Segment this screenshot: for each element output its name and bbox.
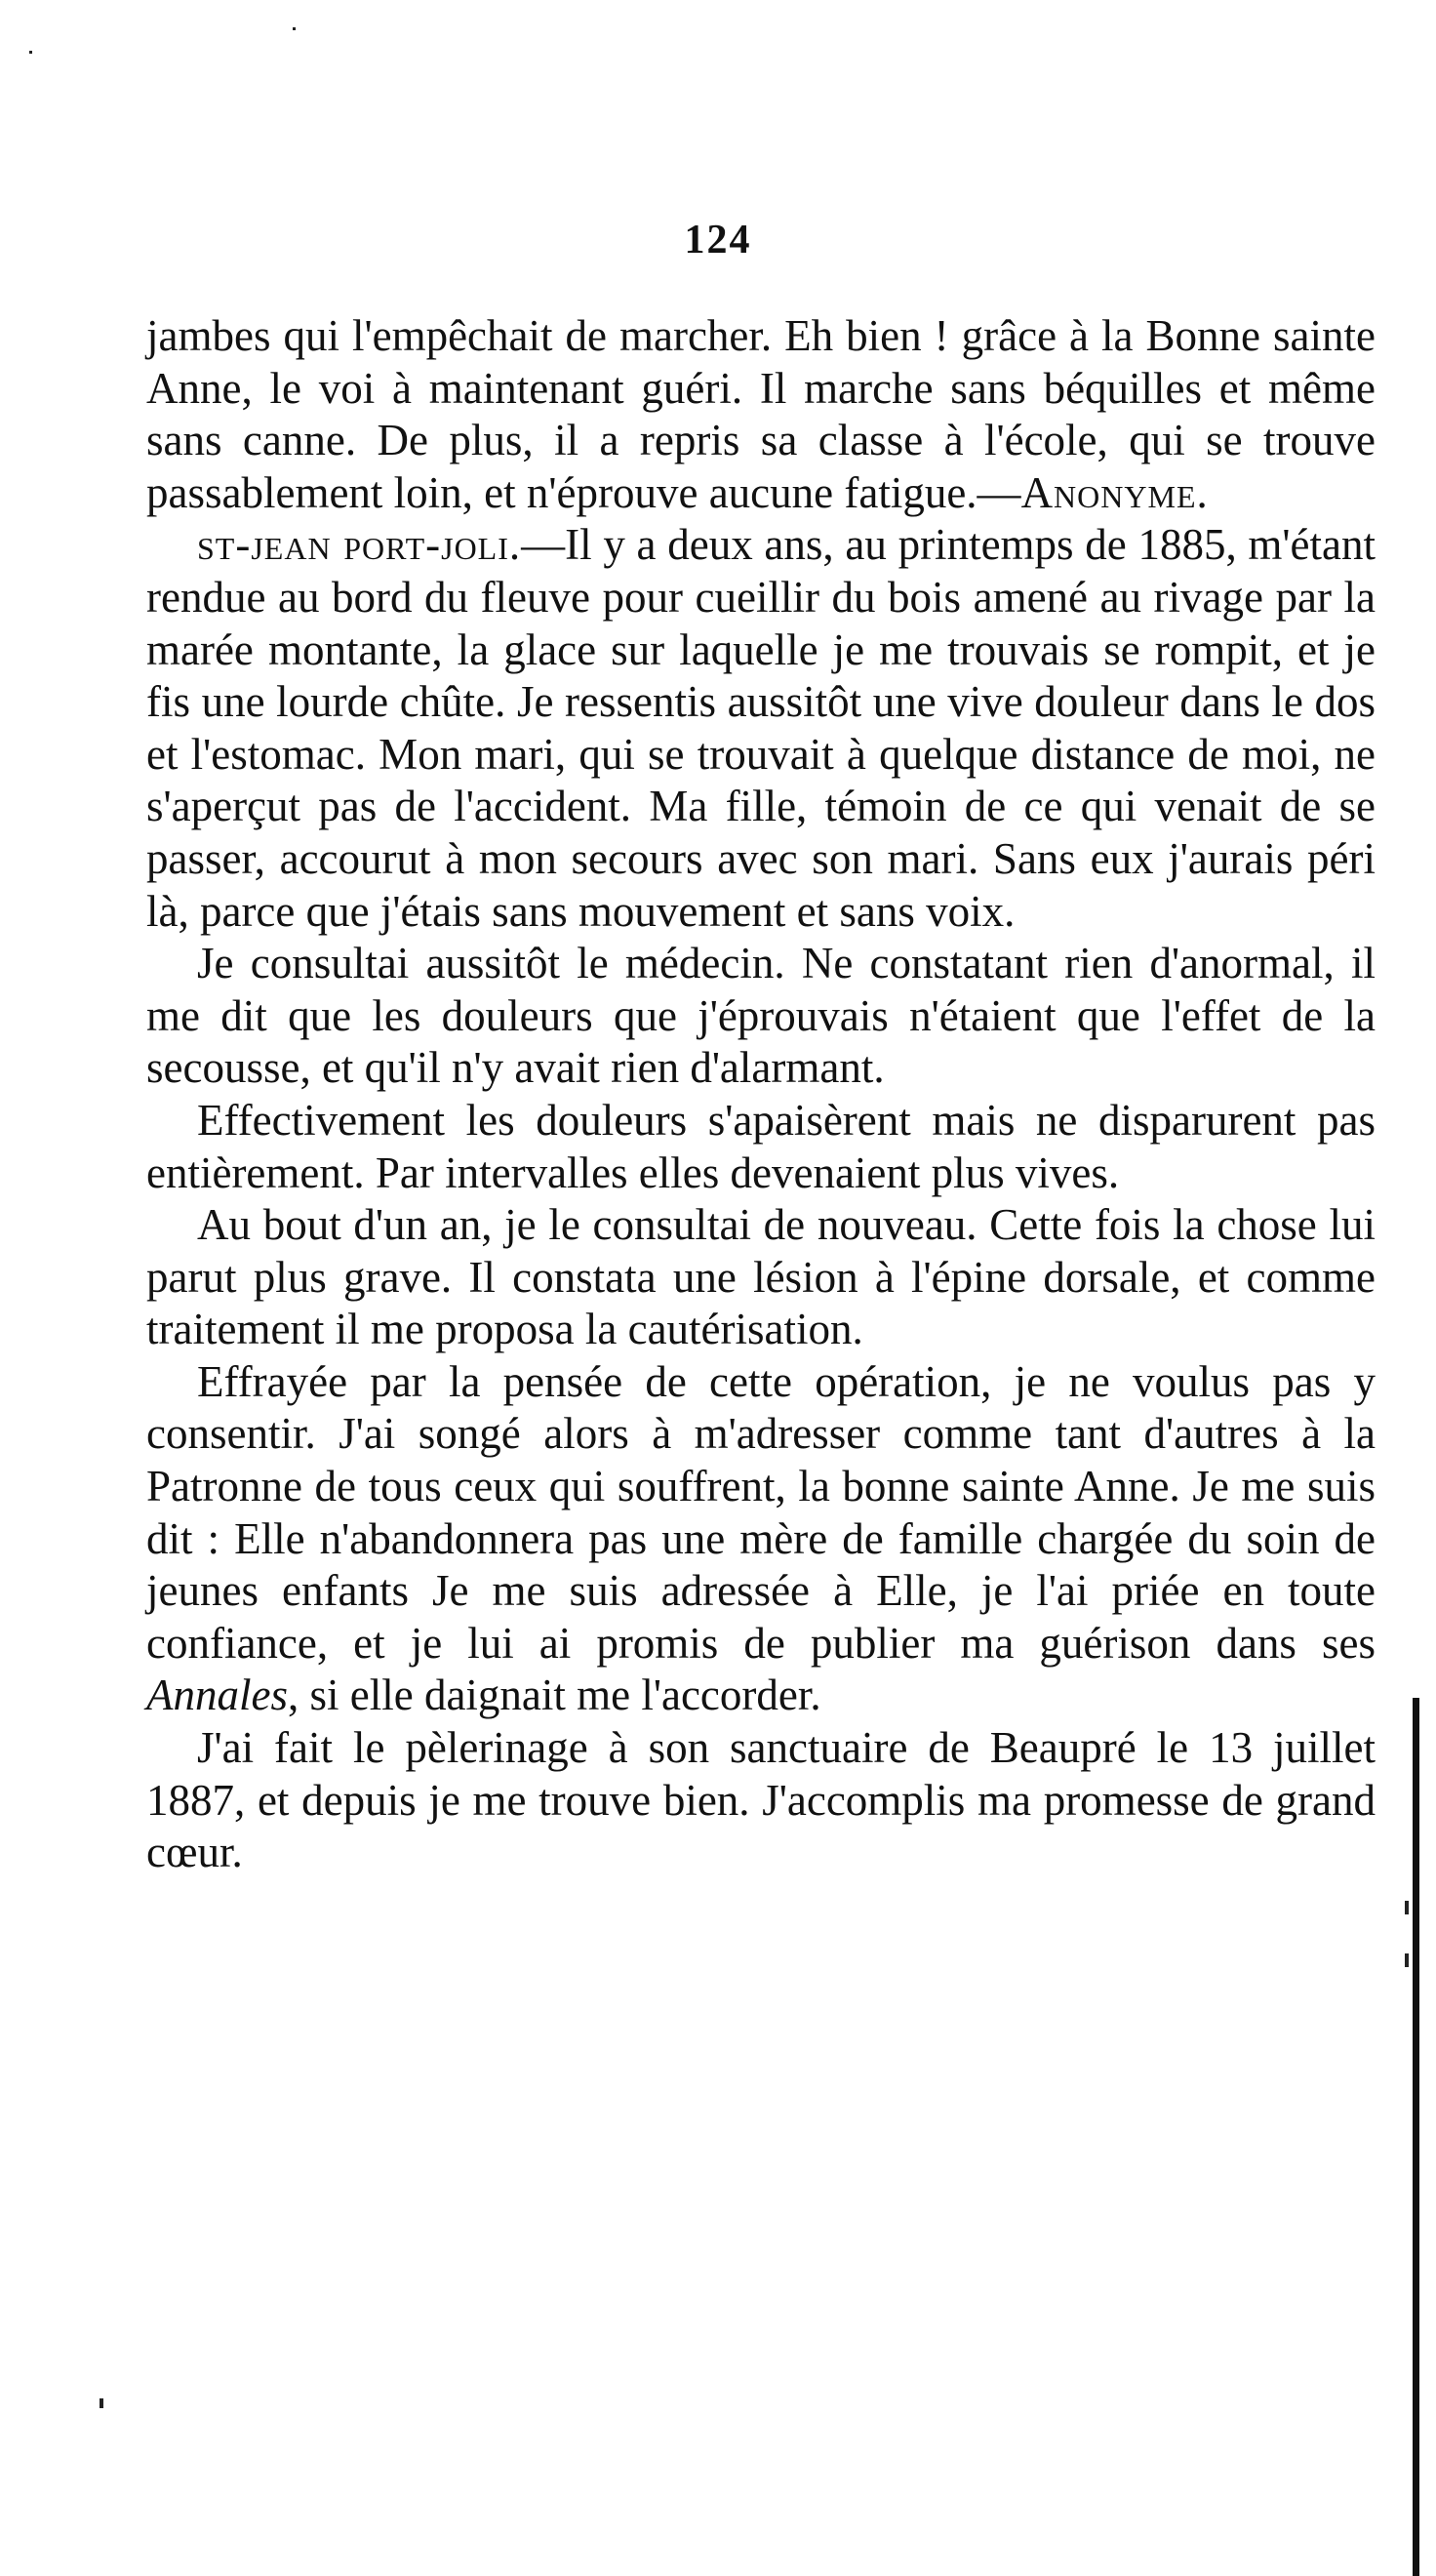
paragraph-pains: [146, 1095, 1376, 1199]
ink-speck: [100, 2398, 103, 2408]
ink-speck: [1405, 1953, 1409, 1967]
place-heading: st-jean port-joli.: [197, 520, 522, 570]
body-text: [146, 310, 1376, 1879]
paragraph-text: Je consultai aussitôt le médecin. Ne constatant rien d'anormal, il me dit que les douleurs que j'éprouvais n'étaient que l'effet de la secousse, et qu'il n'y avait rien d'alarmant.: [146, 939, 1376, 1093]
paragraph-prayer: [146, 1356, 1376, 1722]
paragraph-anonymous-testimony: [146, 310, 1376, 519]
paragraph-text: J'ai fait le pèlerinage à son sanctuaire de Beaupré le 13 juillet 1887, et depuis je me trouve bien. J'accomplis ma promesse de grand cœur.: [146, 1723, 1376, 1877]
paragraph-text: —Il y a deux ans, au printemps de 1885, m'étant rendue au bord du fleuve pour cueillir du bois amené au rivage par la marée montante, la glace sur laquelle je me trouvais se rompit, et je fis une lourde chûte. Je ressentis aussitôt une vive douleur dans le dos et l'estomac. Mon mari, qui se trouvait à quelque distance de moi, ne s'aperçut pas de l'accident. Ma fille, témoin de ce qui venait de se passer, accourut à mon secours avec son mari. Sans eux j'aurais péri là, parce que j'étais sans mouvement et sans voix.: [146, 520, 1376, 936]
ink-speck: [293, 27, 296, 30]
ink-speck: [29, 51, 32, 54]
paragraph-second-consultation: [146, 1199, 1376, 1356]
paragraph-text: Au bout d'un an, je le consultai de nouveau. Cette fois la chose lui parut plus grave. Il constata une lésion à l'épine dorsale, et comme traitement il me proposa la cautérisation.: [146, 1200, 1376, 1354]
paragraph-pilgrimage: [146, 1722, 1376, 1879]
paragraph-text: jambes qui l'empêchait de marcher. Eh bien ! grâce à la Bonne sainte Anne, le voi à maintenant guéri. Il marche sans béquilles et même sans canne. De plus, il a repris sa classe à l'école, qui se trouve passablement loin, et n'éprouve aucune fatigue.—: [146, 311, 1376, 517]
page-edge-rule: [1413, 1698, 1419, 2576]
paragraph-text: , si elle daignait me l'accorder.: [287, 1670, 821, 1720]
paragraph-text: Effrayée par la pensée de cette opération, je ne voulus pas y consentir. J'ai songé alors à m'adresser comme tant d'autres à la Patronne de tous ceux qui souffrent, la bonne sainte Anne. Je me suis dit : Elle n'abandonnera pas une mère de famille chargée du soin de jeunes enfants Je me suis adressée à Elle, je l'ai priée en toute confiance, et je lui ai promis de publier ma guérison dans ses: [146, 1356, 1376, 1668]
signature: Anonyme.: [1020, 467, 1209, 517]
paragraph-st-jean-testimony: [146, 519, 1376, 938]
italic-title: Annales: [146, 1670, 288, 1720]
page-number: 124: [684, 218, 752, 262]
ink-speck: [1405, 1901, 1409, 1914]
paragraph-consultation: [146, 938, 1376, 1095]
paragraph-text: Effectivement les douleurs s'apaisèrent mais ne disparurent pas entièrement. Par intervalles elles devenaient plus vives.: [146, 1095, 1376, 1197]
